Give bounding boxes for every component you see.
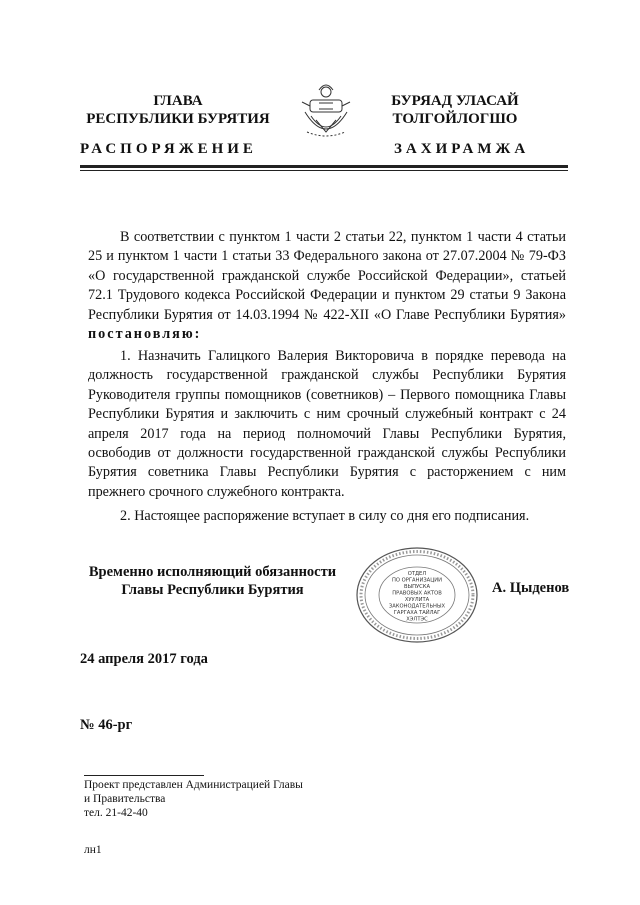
official-seal-stamp [354,545,480,645]
signatory-name: А. Цыденов [492,580,570,596]
header-rule-thin [80,170,568,171]
seal-line-7: ГАРГАХА ТАЙЛАГ [393,610,441,616]
footer-rule [84,775,204,776]
signatory-title-line2: Главы Республики Бурятия [121,582,304,598]
preamble-text: В соответствии с пунктом 1 части 2 статьи 22, пунктом 1 части 4 статьи 25 и пунктом 1 части 1 статьи 33 Федерального закона от 27.07.2004 № 79-ФЗ «О государственной гражданской службе Российской Федерации», статьей 72.1 Трудового кодекса Российской Федерации и пунктом 29 статьи 9 Закона Республики Бурятия от 14.03.1994 № 422-XII «О Главе Республики Бурятия» [88,229,566,323]
seal-line-2: ПО ОРГАНИЗАЦИИ [391,577,443,584]
seal-line-1: ОТДЕЛ [407,571,427,577]
seal-line-3: ВЫПУСКА [403,584,431,590]
clause-2-paragraph: 2. Настоящее распоряжение вступает в силу со дня его подписания. [120,508,530,524]
clause-1-paragraph: 1. Назначить Галицкого Валерия Викторовича в порядке перевода на должность государственной гражданской службы Республики Бурятия Руководителя группы помощников (советников) – Первого помощника Главы Республики Бурятия и заключить с ним срочный служебный контракт с 24 апреля 2017 года на период полномочий Главы Республики Бурятия, освободив от должности государственной гражданской службы Республики Бурятия советника Главы Республики Бурятия с расторжением с ним прежнего срочного служебного контракта. [88,348,566,500]
seal-line-5: ХУУЛИТА [404,597,430,603]
decree-word: постановляю: [88,326,202,343]
header-right [370,92,540,128]
order-title-bua: ЗАХИРАМЖА [394,141,530,157]
signatory-title-line1: Временно исполняющий обязанности [88,564,337,580]
header-right-line1: БУРЯАД УЛАСАЙ [391,93,519,109]
order-title-ru: РАСПОРЯЖЕНИЕ [80,141,257,157]
coat-of-arms-icon [297,82,355,146]
header-right-line2: ТОЛГОЙЛОГШО [392,111,518,127]
footer-line2: и Правительства [84,793,166,805]
document-number: № 46-рг [80,717,133,733]
header-left-line1: ГЛАВА [153,93,203,109]
seal-line-4: ПРАВОВЫХ АКТОВ [392,590,442,597]
signatory-title [80,563,345,599]
footer-line1: Проект представлен Администрацией Главы [84,779,303,791]
document-date: 24 апреля 2017 года [80,651,208,667]
preamble-paragraph [88,228,566,344]
header-rule-thick [80,165,568,168]
header-left [78,92,278,128]
footer-phone: тел. 21-42-40 [84,807,148,819]
header-left-line2: РЕСПУБЛИКИ БУРЯТИЯ [86,111,270,127]
seal-line-6: ЗАКОНОДАТЕЛЬНЫХ [388,603,446,610]
footer-code: лн1 [84,844,102,856]
seal-line-8: ХЭЛТЭС [406,616,428,623]
footer-note [84,778,303,820]
